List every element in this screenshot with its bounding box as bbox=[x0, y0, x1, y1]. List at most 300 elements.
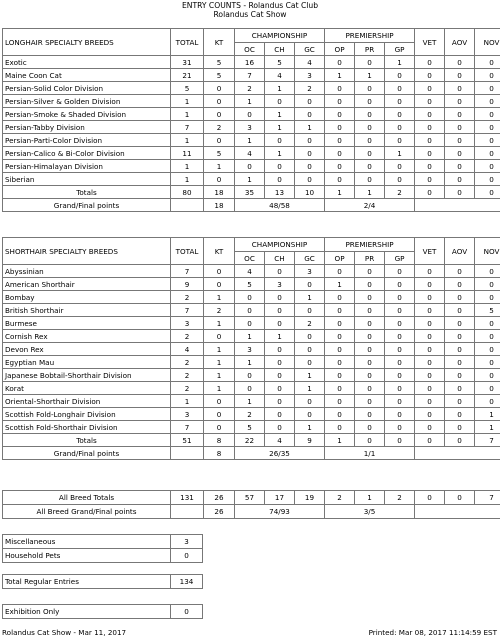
count-cell: 4 bbox=[235, 147, 265, 160]
count-cell: 0 bbox=[445, 278, 475, 291]
col-nov: NOV bbox=[475, 29, 500, 56]
count-cell: 0 bbox=[445, 343, 475, 356]
count-cell: 0 bbox=[415, 382, 445, 395]
count-cell: 0 bbox=[385, 160, 415, 173]
count-cell: 0 bbox=[415, 369, 445, 382]
blank-cell bbox=[415, 447, 500, 460]
count-cell: 0 bbox=[325, 343, 355, 356]
count-cell: 3 bbox=[295, 265, 325, 278]
count-cell: 0 bbox=[295, 147, 325, 160]
table-row bbox=[3, 408, 500, 421]
count-cell: 0 bbox=[445, 56, 475, 69]
count-cell: 0 bbox=[235, 382, 265, 395]
total-cell: 10 bbox=[295, 186, 325, 199]
col-total: TOTAL bbox=[171, 238, 204, 265]
count-cell: 1 bbox=[204, 291, 235, 304]
breed-name: Persian-Tabby Division bbox=[3, 121, 171, 134]
breed-name: Devon Rex bbox=[3, 343, 171, 356]
count-cell: 0 bbox=[325, 421, 355, 434]
count-cell: 0 bbox=[355, 95, 385, 108]
count-cell: 1 bbox=[295, 369, 325, 382]
count-cell: 0 bbox=[475, 356, 500, 369]
count-cell: 0 bbox=[415, 121, 445, 134]
breed-name: Scottish Fold-Longhair Division bbox=[3, 408, 171, 421]
table-row bbox=[3, 330, 500, 343]
report-title: ENTRY COUNTS - Rolandus Cat Club bbox=[181, 1, 319, 10]
household-value: 0 bbox=[171, 549, 203, 563]
count-cell: 1 bbox=[204, 160, 235, 173]
count-cell: 0 bbox=[385, 69, 415, 82]
count-cell: 0 bbox=[204, 82, 235, 95]
misc-table bbox=[2, 534, 203, 563]
count-cell: 0 bbox=[385, 291, 415, 304]
count-cell: 5 bbox=[171, 82, 204, 95]
count-cell: 0 bbox=[475, 108, 500, 121]
count-cell: 1 bbox=[265, 330, 295, 343]
count-cell: 0 bbox=[325, 395, 355, 408]
count-cell: 0 bbox=[445, 160, 475, 173]
count-cell: 1 bbox=[325, 69, 355, 82]
count-cell: 0 bbox=[325, 160, 355, 173]
count-cell: 0 bbox=[475, 330, 500, 343]
count-cell: 0 bbox=[355, 291, 385, 304]
col-gc: GC bbox=[295, 43, 325, 56]
blank-cell bbox=[415, 199, 500, 212]
total-cell: 131 bbox=[171, 491, 204, 505]
count-cell: 0 bbox=[445, 395, 475, 408]
count-cell: 0 bbox=[385, 278, 415, 291]
exhibition-label: Exhibition Only bbox=[3, 605, 171, 619]
breed-name: Persian-Himalayan Division bbox=[3, 160, 171, 173]
count-cell: 0 bbox=[355, 369, 385, 382]
count-cell: 5 bbox=[204, 147, 235, 160]
count-cell: 0 bbox=[204, 278, 235, 291]
count-cell: 0 bbox=[355, 82, 385, 95]
count-cell: 0 bbox=[385, 408, 415, 421]
table-row bbox=[3, 356, 500, 369]
col-aov: AOV bbox=[445, 29, 475, 56]
count-cell: 0 bbox=[204, 265, 235, 278]
total-cell: 1 bbox=[355, 491, 385, 505]
count-cell: 0 bbox=[265, 173, 295, 186]
total-cell: 57 bbox=[235, 491, 265, 505]
count-cell: 0 bbox=[204, 408, 235, 421]
points-kt: 8 bbox=[204, 447, 235, 460]
count-cell: 1 bbox=[265, 121, 295, 134]
total-cell: 7 bbox=[475, 434, 500, 447]
count-cell: 7 bbox=[171, 121, 204, 134]
count-cell: 0 bbox=[415, 317, 445, 330]
count-cell: 0 bbox=[415, 173, 445, 186]
count-cell: 0 bbox=[415, 356, 445, 369]
count-cell: 0 bbox=[385, 330, 415, 343]
table-row bbox=[3, 369, 500, 382]
points-premiership: 1/1 bbox=[325, 447, 415, 460]
breed-name: Abyssinian bbox=[3, 265, 171, 278]
total-cell: 2 bbox=[385, 491, 415, 505]
longhair-table bbox=[2, 28, 500, 212]
totals-label: Totals bbox=[3, 434, 171, 447]
points-premiership: 3/5 bbox=[325, 505, 415, 519]
col-pr: PR bbox=[355, 252, 385, 265]
count-cell: 0 bbox=[325, 408, 355, 421]
count-cell: 0 bbox=[445, 173, 475, 186]
count-cell: 0 bbox=[445, 408, 475, 421]
count-cell: 0 bbox=[325, 304, 355, 317]
count-cell: 0 bbox=[385, 121, 415, 134]
count-cell: 0 bbox=[385, 382, 415, 395]
count-cell: 0 bbox=[295, 278, 325, 291]
count-cell: 1 bbox=[475, 408, 500, 421]
count-cell: 0 bbox=[445, 69, 475, 82]
count-cell: 0 bbox=[265, 369, 295, 382]
count-cell: 1 bbox=[265, 82, 295, 95]
table-row bbox=[3, 421, 500, 434]
count-cell: 0 bbox=[475, 134, 500, 147]
count-cell: 0 bbox=[445, 317, 475, 330]
count-cell: 1 bbox=[385, 147, 415, 160]
count-cell: 0 bbox=[475, 317, 500, 330]
count-cell: 0 bbox=[265, 160, 295, 173]
table-row bbox=[3, 108, 500, 121]
count-cell: 1 bbox=[235, 356, 265, 369]
count-cell: 0 bbox=[385, 421, 415, 434]
count-cell: 0 bbox=[445, 121, 475, 134]
count-cell: 0 bbox=[295, 304, 325, 317]
count-cell: 0 bbox=[295, 108, 325, 121]
breed-name: Exotic bbox=[3, 56, 171, 69]
count-cell: 0 bbox=[415, 343, 445, 356]
total-cell: 17 bbox=[265, 491, 295, 505]
count-cell: 0 bbox=[355, 356, 385, 369]
col-oc: OC bbox=[235, 252, 265, 265]
count-cell: 0 bbox=[295, 134, 325, 147]
count-cell: 0 bbox=[204, 173, 235, 186]
col-premiership: PREMIERSHIP bbox=[325, 29, 415, 43]
count-cell: 1 bbox=[355, 69, 385, 82]
count-cell: 0 bbox=[415, 265, 445, 278]
count-cell: 0 bbox=[295, 343, 325, 356]
count-cell: 4 bbox=[265, 69, 295, 82]
table-row bbox=[3, 291, 500, 304]
count-cell: 2 bbox=[171, 382, 204, 395]
count-cell: 0 bbox=[265, 291, 295, 304]
count-cell: 0 bbox=[295, 160, 325, 173]
count-cell: 1 bbox=[295, 121, 325, 134]
count-cell: 0 bbox=[355, 317, 385, 330]
count-cell: 0 bbox=[475, 343, 500, 356]
count-cell: 0 bbox=[325, 56, 355, 69]
count-cell: 0 bbox=[265, 408, 295, 421]
count-cell: 0 bbox=[415, 95, 445, 108]
col-op: OP bbox=[325, 252, 355, 265]
table-row bbox=[3, 317, 500, 330]
count-cell: 0 bbox=[415, 82, 445, 95]
count-cell: 0 bbox=[235, 160, 265, 173]
show-name: Rolandus Cat Show bbox=[213, 10, 287, 19]
count-cell: 0 bbox=[325, 95, 355, 108]
breed-name: Egyptian Mau bbox=[3, 356, 171, 369]
footer-printed: Printed: Mar 08, 2017 11:14:59 EST bbox=[368, 628, 497, 637]
count-cell: 0 bbox=[295, 173, 325, 186]
count-cell: 0 bbox=[475, 369, 500, 382]
count-cell: 0 bbox=[295, 330, 325, 343]
total-cell: 18 bbox=[204, 186, 235, 199]
count-cell: 0 bbox=[385, 265, 415, 278]
count-cell: 0 bbox=[355, 330, 385, 343]
total-cell: 13 bbox=[265, 186, 295, 199]
footer-show-date: Rolandus Cat Show - Mar 11, 2017 bbox=[2, 628, 127, 637]
count-cell: 2 bbox=[171, 356, 204, 369]
table-row bbox=[3, 134, 500, 147]
misc-value: 3 bbox=[171, 535, 203, 549]
points-championship: 26/35 bbox=[235, 447, 325, 460]
count-cell: 0 bbox=[475, 278, 500, 291]
count-cell: 11 bbox=[171, 147, 204, 160]
count-cell: 1 bbox=[171, 134, 204, 147]
count-cell: 0 bbox=[265, 95, 295, 108]
points-label: Grand/Final points bbox=[3, 447, 171, 460]
col-oc: OC bbox=[235, 43, 265, 56]
count-cell: 7 bbox=[171, 304, 204, 317]
total-cell: 0 bbox=[445, 186, 475, 199]
count-cell: 0 bbox=[445, 108, 475, 121]
count-cell: 0 bbox=[325, 108, 355, 121]
count-cell: 2 bbox=[235, 82, 265, 95]
col-championship: CHAMPIONSHIP bbox=[235, 238, 325, 252]
table-row bbox=[3, 304, 500, 317]
count-cell: 0 bbox=[204, 395, 235, 408]
table-row bbox=[3, 56, 500, 69]
count-cell: 0 bbox=[445, 265, 475, 278]
count-cell: 1 bbox=[295, 291, 325, 304]
count-cell: 7 bbox=[171, 421, 204, 434]
count-cell: 3 bbox=[171, 408, 204, 421]
total-cell: 1 bbox=[325, 434, 355, 447]
breed-name: Japanese Bobtail-Shorthair Division bbox=[3, 369, 171, 382]
count-cell: 0 bbox=[295, 395, 325, 408]
count-cell: 0 bbox=[355, 382, 385, 395]
count-cell: 4 bbox=[235, 265, 265, 278]
count-cell: 0 bbox=[355, 304, 385, 317]
table-row bbox=[3, 173, 500, 186]
total-cell: 7 bbox=[475, 491, 500, 505]
col-aov: AOV bbox=[445, 238, 475, 265]
col-vet: VET bbox=[415, 29, 445, 56]
count-cell: 0 bbox=[475, 95, 500, 108]
count-cell: 0 bbox=[415, 304, 445, 317]
table-row bbox=[3, 82, 500, 95]
count-cell: 0 bbox=[295, 356, 325, 369]
count-cell: 0 bbox=[475, 173, 500, 186]
table-row bbox=[3, 121, 500, 134]
count-cell: 0 bbox=[385, 356, 415, 369]
breed-name: Persian-Smoke & Shaded Division bbox=[3, 108, 171, 121]
count-cell: 0 bbox=[325, 173, 355, 186]
count-cell: 1 bbox=[235, 173, 265, 186]
count-cell: 5 bbox=[204, 69, 235, 82]
count-cell: 0 bbox=[385, 134, 415, 147]
total-cell: 0 bbox=[475, 186, 500, 199]
count-cell: 2 bbox=[204, 304, 235, 317]
regular-entries-value: 134 bbox=[171, 575, 203, 589]
count-cell: 0 bbox=[204, 330, 235, 343]
total-cell: 26 bbox=[204, 491, 235, 505]
count-cell: 5 bbox=[235, 278, 265, 291]
total-cell: 0 bbox=[385, 434, 415, 447]
count-cell: 2 bbox=[204, 121, 235, 134]
breed-name: Siberian bbox=[3, 173, 171, 186]
col-op: OP bbox=[325, 43, 355, 56]
count-cell: 0 bbox=[385, 95, 415, 108]
count-cell: 0 bbox=[445, 330, 475, 343]
breed-name: Oriental-Shorthair Division bbox=[3, 395, 171, 408]
count-cell: 0 bbox=[325, 265, 355, 278]
regular-entries-table bbox=[2, 574, 203, 589]
count-cell: 0 bbox=[325, 317, 355, 330]
count-cell: 0 bbox=[385, 108, 415, 121]
count-cell: 0 bbox=[325, 291, 355, 304]
total-cell: 2 bbox=[325, 491, 355, 505]
count-cell: 0 bbox=[385, 173, 415, 186]
count-cell: 0 bbox=[265, 382, 295, 395]
total-cell: 9 bbox=[295, 434, 325, 447]
exhibition-table bbox=[2, 604, 203, 619]
count-cell: 0 bbox=[355, 160, 385, 173]
blank-cell bbox=[171, 199, 204, 212]
count-cell: 0 bbox=[355, 265, 385, 278]
count-cell: 0 bbox=[475, 82, 500, 95]
total-cell: 51 bbox=[171, 434, 204, 447]
count-cell: 0 bbox=[204, 108, 235, 121]
longhair-title: LONGHAIR SPECIALTY BREEDS bbox=[3, 29, 171, 56]
col-kt: KT bbox=[204, 238, 235, 265]
total-cell: 0 bbox=[355, 434, 385, 447]
count-cell: 2 bbox=[235, 408, 265, 421]
count-cell: 1 bbox=[171, 173, 204, 186]
count-cell: 0 bbox=[265, 134, 295, 147]
count-cell: 0 bbox=[445, 82, 475, 95]
breed-name: Scottish Fold-Shorthair Division bbox=[3, 421, 171, 434]
count-cell: 0 bbox=[295, 408, 325, 421]
all-breed-totals-label: All Breed Totals bbox=[3, 491, 171, 505]
count-cell: 0 bbox=[445, 95, 475, 108]
count-cell: 7 bbox=[171, 265, 204, 278]
count-cell: 0 bbox=[415, 278, 445, 291]
count-cell: 0 bbox=[475, 291, 500, 304]
count-cell: 0 bbox=[325, 147, 355, 160]
total-cell: 0 bbox=[445, 434, 475, 447]
count-cell: 0 bbox=[385, 369, 415, 382]
count-cell: 0 bbox=[325, 121, 355, 134]
count-cell: 16 bbox=[235, 56, 265, 69]
total-cell: 4 bbox=[265, 434, 295, 447]
breed-name: Korat bbox=[3, 382, 171, 395]
table-row bbox=[3, 69, 500, 82]
misc-label: Miscellaneous bbox=[3, 535, 171, 549]
count-cell: 1 bbox=[475, 421, 500, 434]
count-cell: 0 bbox=[445, 304, 475, 317]
count-cell: 1 bbox=[204, 356, 235, 369]
count-cell: 1 bbox=[204, 382, 235, 395]
total-cell: 80 bbox=[171, 186, 204, 199]
all-breed-points-label: All Breed Grand/Final points bbox=[3, 505, 171, 519]
count-cell: 0 bbox=[265, 304, 295, 317]
count-cell: 3 bbox=[235, 121, 265, 134]
table-row bbox=[3, 160, 500, 173]
count-cell: 1 bbox=[325, 278, 355, 291]
count-cell: 0 bbox=[235, 291, 265, 304]
all-breed-table bbox=[2, 490, 500, 519]
col-pr: PR bbox=[355, 43, 385, 56]
count-cell: 0 bbox=[445, 356, 475, 369]
count-cell: 0 bbox=[415, 56, 445, 69]
breed-name: Persian-Solid Color Division bbox=[3, 82, 171, 95]
points-kt: 18 bbox=[204, 199, 235, 212]
count-cell: 0 bbox=[355, 343, 385, 356]
table-row bbox=[3, 382, 500, 395]
count-cell: 0 bbox=[475, 395, 500, 408]
count-cell: 0 bbox=[265, 265, 295, 278]
total-cell: 1 bbox=[325, 186, 355, 199]
count-cell: 1 bbox=[295, 421, 325, 434]
count-cell: 5 bbox=[475, 304, 500, 317]
col-kt: KT bbox=[204, 29, 235, 56]
table-row bbox=[3, 395, 500, 408]
count-cell: 0 bbox=[475, 160, 500, 173]
count-cell: 0 bbox=[355, 134, 385, 147]
col-ch: CH bbox=[265, 252, 295, 265]
count-cell: 5 bbox=[204, 56, 235, 69]
count-cell: 0 bbox=[265, 421, 295, 434]
points-label: Grand/Final points bbox=[3, 199, 171, 212]
count-cell: 0 bbox=[355, 408, 385, 421]
count-cell: 1 bbox=[235, 95, 265, 108]
count-cell: 0 bbox=[265, 343, 295, 356]
count-cell: 0 bbox=[355, 121, 385, 134]
col-gp: GP bbox=[385, 43, 415, 56]
count-cell: 0 bbox=[385, 82, 415, 95]
count-cell: 0 bbox=[475, 265, 500, 278]
count-cell: 4 bbox=[171, 343, 204, 356]
breed-name: Persian-Silver & Golden Division bbox=[3, 95, 171, 108]
count-cell: 2 bbox=[171, 330, 204, 343]
col-championship: CHAMPIONSHIP bbox=[235, 29, 325, 43]
total-cell: 0 bbox=[415, 491, 445, 505]
points-championship: 74/93 bbox=[235, 505, 325, 519]
count-cell: 0 bbox=[415, 395, 445, 408]
count-cell: 0 bbox=[295, 95, 325, 108]
count-cell: 0 bbox=[355, 56, 385, 69]
count-cell: 0 bbox=[445, 369, 475, 382]
count-cell: 2 bbox=[295, 317, 325, 330]
count-cell: 0 bbox=[235, 369, 265, 382]
table-row bbox=[3, 343, 500, 356]
breed-name: Bombay bbox=[3, 291, 171, 304]
table-row bbox=[3, 147, 500, 160]
totals-label: Totals bbox=[3, 186, 171, 199]
shorthair-title: SHORTHAIR SPECIALTY BREEDS bbox=[3, 238, 171, 265]
count-cell: 1 bbox=[265, 147, 295, 160]
count-cell: 3 bbox=[235, 343, 265, 356]
total-cell: 2 bbox=[385, 186, 415, 199]
count-cell: 0 bbox=[235, 108, 265, 121]
count-cell: 0 bbox=[445, 291, 475, 304]
count-cell: 0 bbox=[415, 291, 445, 304]
breed-name: British Shorthair bbox=[3, 304, 171, 317]
total-cell: 0 bbox=[415, 434, 445, 447]
count-cell: 3 bbox=[171, 317, 204, 330]
